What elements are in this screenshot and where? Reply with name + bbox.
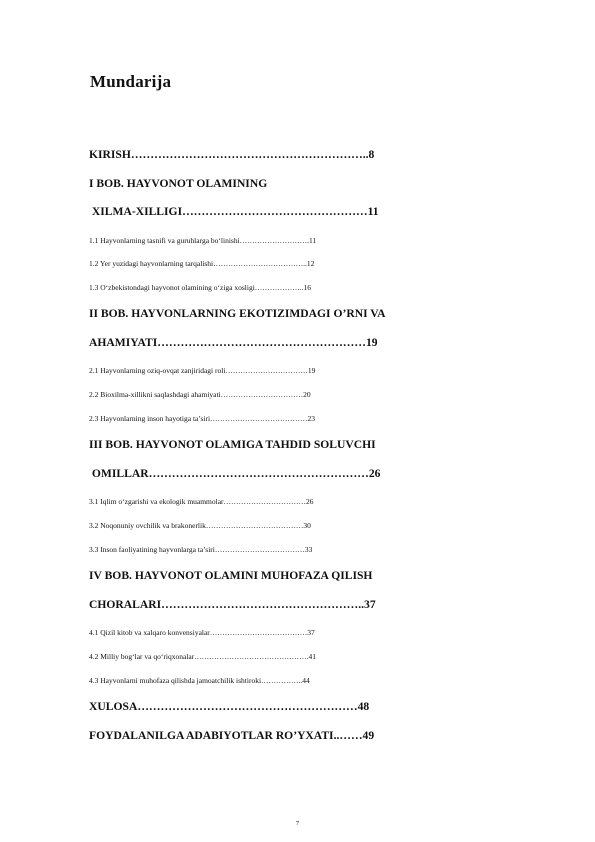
toc-entry-chapter-2-line-1: II BOB. HAYVONLARNING EKOTIZIMDAGI O’RNI VA: [89, 307, 386, 320]
toc-entry-1-1: 1.1 Hayvonlarning tasnifi va guruhlarga bo‘linishi……………………….11: [89, 236, 317, 245]
toc-entry-chapter-2-line-2: AHAMIYATI………………………………………………19: [89, 336, 378, 349]
toc-entry-1-2: 1.2 Yer yuzidagi hayvonlarning tarqalishi………………………………..12: [89, 259, 315, 268]
toc-entry-references: FOYDALANILGA ADABIYOTLAR RO’YXATI..……49: [89, 729, 375, 742]
toc-entry-4-3: 4.3 Hayvonlarni muhofaza qilishda jamoatchilik ishtiroki……………..44: [89, 676, 310, 685]
toc-entry-3-3: 3.3 Inson faoliyatining hayvonlarga ta’siri………………………………33: [89, 545, 313, 554]
toc-entry-xulosa: XULOSA…………………………………………………48: [89, 700, 370, 713]
toc-entry-chapter-3-line-2: OMILLAR…………………………………………………26: [89, 467, 381, 480]
toc-entry-chapter-1-line-2: XILMA-XILLIGI…………………………………………11: [89, 205, 379, 218]
toc-entry-2-1: 2.1 Hayvonlarning oziq-ovqat zanjiridagi roli……………………………19: [89, 366, 316, 375]
toc-entry-1-3: 1.3 O‘zbekistondagi hayvonot olamining o‘ziga xosligi………………..16: [89, 283, 312, 292]
page-number: 7: [295, 820, 300, 827]
toc-entry-4-1: 4.1 Qizil kitob va xalqaro konvensiyalar…………………………………37: [89, 628, 315, 637]
page-title: Mundarija: [90, 72, 172, 91]
toc-entry-2-3: 2.3 Hayvonlarning inson hayotiga ta’siri…………………………………23: [89, 414, 316, 423]
toc-entry-chapter-1-line-1: I BOB. HAYVONOT OLAMINING: [89, 177, 268, 190]
toc-entry-2-2: 2.2 Bioxilma-xillikni saqlashdagi ahamiyati……………………………20: [89, 390, 311, 399]
toc-entry-chapter-3-line-1: III BOB. HAYVONOT OLAMIGA TAHDID SOLUVCHI: [89, 438, 376, 451]
toc-entry-3-1: 3.1 Iqlim o‘zgarishi va ekologik muammolar……………………………26: [89, 497, 314, 506]
toc-entry-chapter-4-line-2: CHORALARI……………………………………………..37: [89, 598, 376, 611]
toc-entry-kirish: KIRISH……………………………………………………..8: [89, 148, 375, 161]
toc-entry-3-2: 3.2 Noqonuniy ovchilik va brakonerlik…………………………………30: [89, 521, 311, 530]
toc-entry-chapter-4-line-1: IV BOB. HAYVONOT OLAMINI MUHOFAZA QILISH: [89, 569, 373, 582]
toc-entry-4-2: 4.2 Milliy bog‘lar va qo‘riqxonalar……………………………………….41: [89, 652, 317, 661]
